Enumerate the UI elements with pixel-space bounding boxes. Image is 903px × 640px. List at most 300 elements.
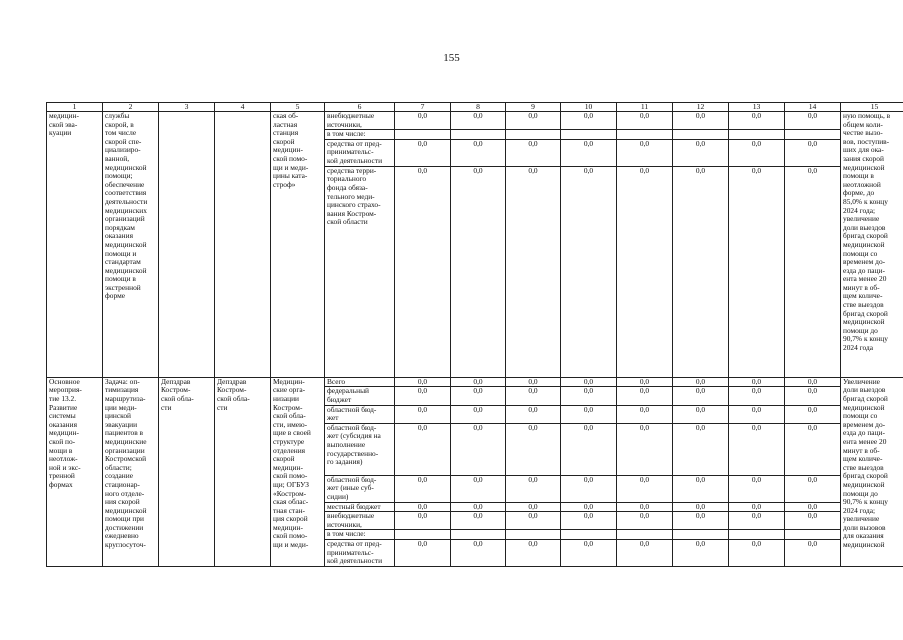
- text-line: средства от пред-: [327, 139, 382, 148]
- text-line: щем количе-: [843, 291, 883, 301]
- text-line: ную помощь, в: [843, 111, 891, 120]
- value-cell: 0,0: [729, 475, 785, 502]
- text-line: цинского страхо-: [327, 200, 381, 210]
- text-line: помощи;: [105, 171, 133, 181]
- value-cell: 0,0: [617, 112, 673, 130]
- value-cell: 0,0: [451, 512, 506, 530]
- text-line: медицин-: [273, 522, 303, 532]
- text-line: минут в об-: [843, 445, 880, 455]
- funding-source-label: [325, 405, 395, 423]
- text-line: выполнение: [327, 439, 366, 449]
- funding-source-label: [325, 502, 395, 512]
- value-cell: 0,0: [729, 512, 785, 530]
- text-line: езда до паци-: [843, 428, 885, 438]
- text-line: доли выездов: [843, 385, 886, 395]
- text-line: ции меди-: [105, 402, 137, 412]
- block1-column-3: [159, 112, 215, 378]
- value-cell: 0,0: [785, 512, 841, 530]
- text-line: ежедневно: [105, 531, 139, 541]
- header-cell-1: 1: [47, 103, 103, 112]
- text-line: принимательс-: [327, 147, 374, 157]
- value-cell: 0,0: [785, 166, 841, 377]
- value-cell: 0,0: [673, 423, 729, 475]
- value-cell: 0,0: [785, 405, 841, 423]
- value-cell: 0,0: [395, 423, 451, 475]
- text-line: 90,7% к концу: [843, 497, 888, 507]
- text-line: областной бюд-: [327, 405, 377, 414]
- text-line: вания Костром-: [327, 208, 377, 218]
- funding-source-label: [325, 423, 395, 475]
- text-line: сидии): [327, 491, 349, 501]
- value-cell: 0,0: [785, 112, 841, 130]
- value-cell: [785, 130, 841, 140]
- value-cell: 0,0: [451, 539, 506, 566]
- text-line: тие 13.2.: [49, 393, 77, 403]
- value-cell: 0,0: [561, 512, 617, 530]
- text-line: помощи при: [105, 514, 144, 524]
- text-line: местный бюджет: [327, 502, 381, 511]
- value-cell: 0,0: [729, 423, 785, 475]
- text-line: жет: [327, 413, 339, 423]
- text-line: принимательс-: [327, 547, 374, 557]
- text-line: форме: [105, 291, 126, 301]
- value-cell: 0,0: [673, 475, 729, 502]
- text-line: щем количе-: [843, 454, 883, 464]
- funding-source-label: [325, 539, 395, 566]
- funding-source-label: [325, 112, 395, 130]
- value-cell: 0,0: [561, 166, 617, 377]
- text-line: 2024 года;: [843, 505, 876, 515]
- value-cell: 0,0: [506, 475, 561, 502]
- value-cell: 0,0: [395, 139, 451, 166]
- text-line: временем до-: [843, 419, 886, 429]
- text-line: вов, поступив-: [843, 136, 890, 146]
- text-line: Депздрав: [217, 377, 247, 386]
- value-cell: 0,0: [561, 377, 617, 387]
- text-line: 2024 года;: [843, 205, 876, 215]
- funding-source-label: [325, 530, 395, 540]
- text-line: деятельности: [105, 196, 148, 206]
- text-line: медицин-: [273, 145, 303, 155]
- value-cell: 0,0: [673, 112, 729, 130]
- text-line: организаций: [105, 214, 145, 224]
- value-cell: 0,0: [561, 139, 617, 166]
- value-cell: 0,0: [785, 377, 841, 387]
- text-line: стве выездов: [843, 300, 884, 310]
- funding-source-label: [325, 166, 395, 377]
- value-cell: 0,0: [395, 166, 451, 377]
- text-line: тная стан-: [273, 505, 306, 515]
- value-cell: 0,0: [561, 539, 617, 566]
- text-line: ской помо-: [273, 471, 308, 481]
- text-line: порядкам: [105, 222, 135, 232]
- block2-column-5: [271, 377, 325, 566]
- text-line: Задача: оп-: [105, 377, 140, 386]
- text-line: областной бюд-: [327, 475, 377, 484]
- text-line: жет (иные суб-: [327, 483, 374, 493]
- value-cell: 0,0: [617, 502, 673, 512]
- text-line: медицинской: [105, 265, 147, 275]
- text-line: щи и меди-: [273, 540, 309, 550]
- value-cell: 0,0: [451, 502, 506, 512]
- text-line: помощи в: [843, 171, 874, 181]
- text-line: станция: [273, 128, 299, 138]
- text-line: достижении: [105, 522, 144, 532]
- text-line: ластная: [273, 119, 298, 129]
- text-line: ские орга-: [273, 385, 306, 395]
- text-line: бригад скорой: [843, 393, 888, 403]
- value-cell: 0,0: [506, 377, 561, 387]
- header-cell-15: 15: [841, 103, 903, 112]
- value-cell: 0,0: [785, 139, 841, 166]
- value-cell: 0,0: [506, 112, 561, 130]
- text-line: медицинской: [105, 162, 147, 172]
- block1-column-1: [47, 112, 103, 378]
- value-cell: 0,0: [617, 377, 673, 387]
- text-line: внебюджетные: [327, 511, 375, 521]
- text-line: помощи до: [843, 488, 878, 498]
- text-line: организации: [105, 445, 145, 455]
- value-cell: 0,0: [451, 377, 506, 387]
- text-line: скорой: [273, 136, 295, 146]
- text-line: Костром-: [161, 385, 191, 395]
- header-cell-2: 2: [103, 103, 159, 112]
- value-cell: [617, 130, 673, 140]
- text-line: экстренной: [105, 282, 141, 292]
- value-cell: 0,0: [451, 112, 506, 130]
- text-line: медицин-: [49, 428, 79, 438]
- text-line: мероприя-: [49, 385, 82, 395]
- block1-result-column: [841, 112, 903, 378]
- text-line: ция скорой: [273, 514, 308, 524]
- header-cell-7: 7: [395, 103, 451, 112]
- value-cell: 0,0: [617, 423, 673, 475]
- text-line: области;: [105, 462, 132, 472]
- text-line: медицинские: [105, 436, 147, 446]
- text-line: цинской: [105, 411, 132, 421]
- text-line: честве вызо-: [843, 128, 883, 138]
- text-line: помощи в: [105, 274, 136, 284]
- funding-source-label: [325, 512, 395, 530]
- text-line: Костромской: [105, 454, 147, 464]
- text-line: структуре: [273, 436, 305, 446]
- text-line: в том числе:: [327, 129, 366, 139]
- value-cell: 0,0: [617, 387, 673, 405]
- block1-column-2: [103, 112, 159, 378]
- text-line: 2024 года: [843, 343, 873, 353]
- text-line: оказания: [49, 419, 77, 429]
- text-line: 90,7% к концу: [843, 334, 888, 344]
- text-line: тимизация: [105, 385, 139, 395]
- value-cell: 0,0: [395, 512, 451, 530]
- text-line: щие в своей: [273, 428, 311, 438]
- value-cell: 0,0: [785, 423, 841, 475]
- value-cell: 0,0: [395, 377, 451, 387]
- text-line: медицинской: [843, 479, 885, 489]
- text-line: пациентов в: [105, 428, 144, 438]
- header-cell-9: 9: [506, 103, 561, 112]
- text-line: строф»: [273, 179, 296, 189]
- value-cell: 0,0: [729, 166, 785, 377]
- text-line: фонда обяза-: [327, 182, 368, 192]
- text-line: минут в об-: [843, 282, 880, 292]
- value-cell: [561, 130, 617, 140]
- value-cell: 0,0: [561, 475, 617, 502]
- value-cell: [451, 530, 506, 540]
- value-cell: 0,0: [506, 405, 561, 423]
- text-line: ской помо-: [273, 531, 308, 541]
- text-line: ской обла-: [161, 393, 194, 403]
- value-cell: 0,0: [673, 377, 729, 387]
- value-cell: 0,0: [506, 512, 561, 530]
- text-line: помощи со: [843, 248, 878, 258]
- value-cell: [617, 530, 673, 540]
- funding-source-label: [325, 377, 395, 387]
- text-line: ториального: [327, 174, 367, 184]
- text-line: ская облас-: [273, 497, 309, 507]
- text-line: ской эва-: [49, 119, 78, 129]
- text-line: жет (субсидия на: [327, 431, 381, 441]
- value-cell: 0,0: [729, 387, 785, 405]
- value-cell: 0,0: [673, 502, 729, 512]
- text-line: федеральный: [327, 386, 369, 396]
- text-line: Развитие: [49, 402, 78, 412]
- funding-source-label: [325, 475, 395, 502]
- text-line: государственно-: [327, 448, 379, 458]
- value-cell: [506, 530, 561, 540]
- funding-row: [47, 112, 903, 130]
- value-cell: 0,0: [395, 387, 451, 405]
- block1-column-5: [271, 112, 325, 378]
- value-cell: 0,0: [617, 139, 673, 166]
- text-line: ного отделе-: [105, 488, 145, 498]
- block2-column-3: [159, 377, 215, 566]
- text-line: зания скорой: [843, 153, 884, 163]
- text-line: медицинской: [843, 540, 885, 550]
- text-line: неотлож-: [49, 454, 78, 464]
- value-cell: 0,0: [673, 387, 729, 405]
- value-cell: [729, 530, 785, 540]
- text-line: обеспечение: [105, 179, 145, 189]
- value-cell: 0,0: [395, 475, 451, 502]
- text-line: помощи до: [843, 325, 878, 335]
- text-line: помощи и: [105, 248, 137, 258]
- text-line: Костром-: [217, 385, 247, 395]
- text-line: создание: [105, 471, 133, 481]
- text-line: сти, имею-: [273, 419, 308, 429]
- header-cell-10: 10: [561, 103, 617, 112]
- text-line: сти: [217, 402, 228, 412]
- header-cell-12: 12: [673, 103, 729, 112]
- text-line: службы: [105, 111, 130, 120]
- value-cell: 0,0: [729, 139, 785, 166]
- text-line: ская об-: [273, 111, 299, 120]
- text-line: скорой спе-: [105, 136, 142, 146]
- text-line: средства от пред-: [327, 539, 382, 548]
- value-cell: [729, 130, 785, 140]
- value-cell: [785, 530, 841, 540]
- program-table: [46, 102, 903, 567]
- header-cell-5: 5: [271, 103, 325, 112]
- value-cell: 0,0: [451, 475, 506, 502]
- text-line: доли выездов: [843, 222, 886, 232]
- text-line: Медицин-: [273, 377, 305, 386]
- value-cell: 0,0: [451, 423, 506, 475]
- block2-column-4: [215, 377, 271, 566]
- value-cell: 0,0: [506, 139, 561, 166]
- text-line: системы: [49, 411, 76, 421]
- text-line: средства терри-: [327, 166, 377, 175]
- value-cell: 0,0: [729, 502, 785, 512]
- value-cell: 0,0: [395, 112, 451, 130]
- text-line: медицинской: [843, 162, 885, 172]
- value-cell: 0,0: [506, 539, 561, 566]
- text-line: соответствия: [105, 188, 147, 198]
- text-line: бригад скорой: [843, 231, 888, 241]
- value-cell: 0,0: [673, 512, 729, 530]
- header-cell-14: 14: [785, 103, 841, 112]
- value-cell: 0,0: [617, 405, 673, 423]
- value-cell: 0,0: [395, 539, 451, 566]
- funding-source-label: [325, 130, 395, 140]
- text-line: ской области: [327, 217, 368, 227]
- text-line: Всего: [327, 377, 346, 386]
- value-cell: 0,0: [617, 166, 673, 377]
- text-line: медицин-: [273, 462, 303, 472]
- value-cell: [451, 130, 506, 140]
- text-line: «Костром-: [273, 488, 307, 498]
- text-line: Увеличение: [843, 377, 880, 386]
- value-cell: 0,0: [729, 539, 785, 566]
- value-cell: [561, 530, 617, 540]
- value-cell: 0,0: [729, 377, 785, 387]
- text-line: скорой: [273, 454, 295, 464]
- header-cell-11: 11: [617, 103, 673, 112]
- text-line: медицинской: [843, 402, 885, 412]
- value-cell: 0,0: [673, 405, 729, 423]
- text-line: мощи в: [49, 445, 73, 455]
- text-line: общем коли-: [843, 119, 883, 129]
- text-line: ной и экс-: [49, 462, 81, 472]
- text-line: ской помо-: [273, 153, 308, 163]
- text-line: кой деятельности: [327, 155, 383, 165]
- value-cell: 0,0: [617, 475, 673, 502]
- text-line: Костром-: [273, 402, 303, 412]
- value-cell: 0,0: [673, 539, 729, 566]
- text-line: областной бюд-: [327, 423, 377, 432]
- header-cell-13: 13: [729, 103, 785, 112]
- text-line: тренной: [49, 471, 75, 481]
- text-line: скорой, в: [105, 119, 134, 129]
- value-cell: 0,0: [451, 166, 506, 377]
- value-cell: [673, 530, 729, 540]
- value-cell: 0,0: [561, 112, 617, 130]
- text-line: ванной,: [105, 153, 130, 163]
- value-cell: 0,0: [451, 139, 506, 166]
- text-line: в том числе:: [327, 529, 366, 539]
- text-line: медицинских: [105, 205, 147, 215]
- text-line: Основное: [49, 377, 80, 386]
- text-line: Депздрав: [161, 377, 191, 386]
- value-cell: 0,0: [673, 166, 729, 377]
- value-cell: 0,0: [673, 139, 729, 166]
- text-line: увеличение: [843, 514, 880, 524]
- text-line: ской обла-: [273, 411, 306, 421]
- value-cell: 0,0: [785, 502, 841, 512]
- page-number: 155: [443, 52, 460, 64]
- text-line: цины ката-: [273, 171, 308, 181]
- block2-column-1: [47, 377, 103, 566]
- text-line: ента менее 20: [843, 436, 887, 446]
- header-cell-6: 6: [325, 103, 395, 112]
- text-line: стандартам: [105, 257, 141, 267]
- text-line: го задания): [327, 457, 363, 467]
- text-line: стве выездов: [843, 462, 884, 472]
- value-cell: 0,0: [561, 387, 617, 405]
- text-line: кой деятельности: [327, 556, 383, 566]
- text-line: источники,: [327, 519, 362, 529]
- text-line: формах: [49, 479, 73, 489]
- text-line: медицин-: [49, 111, 79, 120]
- header-cell-3: 3: [159, 103, 215, 112]
- value-cell: [673, 130, 729, 140]
- text-line: для оказания: [843, 531, 884, 541]
- value-cell: 0,0: [785, 387, 841, 405]
- value-cell: 0,0: [617, 512, 673, 530]
- text-line: круглосуточ-: [105, 540, 146, 550]
- text-line: ской обла-: [217, 393, 250, 403]
- text-line: ента менее 20: [843, 274, 887, 284]
- value-cell: [395, 530, 451, 540]
- value-cell: [506, 130, 561, 140]
- value-cell: 0,0: [506, 423, 561, 475]
- text-line: временем до-: [843, 257, 886, 267]
- text-line: бригад скорой: [843, 471, 888, 481]
- value-cell: 0,0: [395, 405, 451, 423]
- value-cell: 0,0: [506, 166, 561, 377]
- text-line: неотложной: [843, 179, 881, 189]
- text-line: помощи со: [843, 411, 878, 421]
- funding-source-label: [325, 387, 395, 405]
- text-line: стационар-: [105, 479, 140, 489]
- text-line: отделения: [273, 445, 306, 455]
- text-line: куации: [49, 128, 72, 138]
- text-line: медицинской: [105, 505, 147, 515]
- text-line: доли вызовов: [843, 522, 886, 532]
- block2-column-2: [103, 377, 159, 566]
- text-line: езда до паци-: [843, 265, 885, 275]
- text-line: ской по-: [49, 436, 76, 446]
- text-line: ших для ока-: [843, 145, 884, 155]
- value-cell: 0,0: [561, 423, 617, 475]
- text-line: щи; ОГБУЗ: [273, 479, 309, 489]
- text-line: увеличение: [843, 214, 880, 224]
- funding-row: [47, 377, 903, 387]
- block1-column-4: [215, 112, 271, 378]
- text-line: циализиро-: [105, 145, 141, 155]
- text-line: низации: [273, 393, 299, 403]
- value-cell: 0,0: [785, 475, 841, 502]
- value-cell: 0,0: [451, 405, 506, 423]
- text-line: внебюджетные: [327, 111, 375, 120]
- value-cell: 0,0: [785, 539, 841, 566]
- text-line: эвакуации: [105, 419, 138, 429]
- text-line: оказания: [105, 231, 133, 241]
- text-line: медицинской: [843, 239, 885, 249]
- value-cell: 0,0: [729, 112, 785, 130]
- text-line: щи и меди-: [273, 162, 309, 172]
- header-cell-4: 4: [215, 103, 271, 112]
